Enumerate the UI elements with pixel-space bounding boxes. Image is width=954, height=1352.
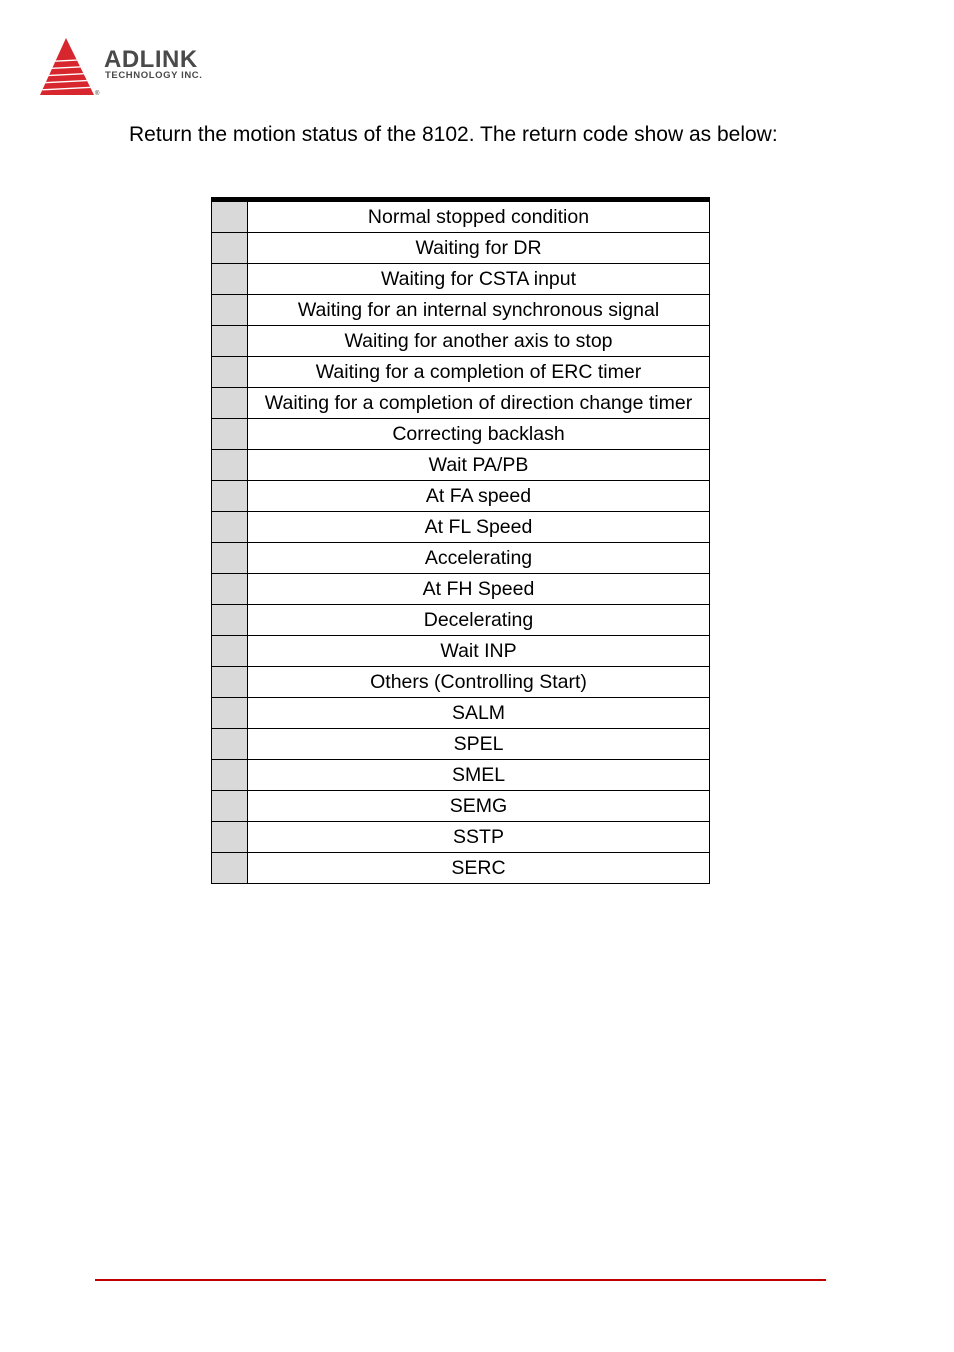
table-row [212,729,710,760]
table-row [212,357,710,388]
table-row [212,233,710,264]
table-row [212,822,710,853]
status-description-cell: Waiting for an internal synchronous signal [248,295,710,326]
footer-rule [95,1279,826,1281]
status-description-cell: SMEL [248,760,710,791]
status-description-cell: Waiting for a completion of direction change timer [248,388,710,419]
table-row [212,667,710,698]
status-code-cell [212,853,248,884]
table-row [212,574,710,605]
status-description-cell: Waiting for a completion of ERC timer [248,357,710,388]
adlink-logo [38,36,238,100]
table-row [212,853,710,884]
status-code-cell [212,636,248,667]
status-code-cell [212,419,248,450]
status-code-cell [212,760,248,791]
status-description-cell: SPEL [248,729,710,760]
status-description-cell: SEMG [248,791,710,822]
status-code-cell [212,543,248,574]
status-description-cell: SALM [248,698,710,729]
status-code-cell [212,481,248,512]
status-description-cell: SSTP [248,822,710,853]
intro-paragraph: Return the motion status of the 8102. The return code show as below: [129,123,778,146]
status-description-cell: Waiting for another axis to stop [248,326,710,357]
status-code-cell [212,450,248,481]
status-code-cell [212,357,248,388]
table-row [212,760,710,791]
table-row [212,450,710,481]
status-code-cell [212,729,248,760]
status-code-cell [212,295,248,326]
table-row [212,698,710,729]
status-description-cell: Accelerating [248,543,710,574]
table-row [212,605,710,636]
registered-mark: ® [95,91,100,97]
status-description-cell: Waiting for CSTA input [248,264,710,295]
brand-name: ADLINK [104,46,198,73]
adlink-triangle-icon [38,36,104,98]
status-description-cell: At FL Speed [248,512,710,543]
status-code-cell [212,264,248,295]
status-code-cell [212,667,248,698]
table-row [212,791,710,822]
status-code-cell [212,822,248,853]
table-row [212,543,710,574]
table-row [212,264,710,295]
table-row [212,512,710,543]
table-row [212,295,710,326]
status-description-cell: Wait INP [248,636,710,667]
table-row [212,419,710,450]
status-code-cell [212,605,248,636]
status-code-cell [212,574,248,605]
motion-status-table [211,197,710,884]
table-row [212,326,710,357]
table-row [212,200,710,233]
status-description-cell: Others (Controlling Start) [248,667,710,698]
status-code-cell [212,512,248,543]
status-description-cell: Waiting for DR [248,233,710,264]
status-description-cell: Normal stopped condition [248,200,710,233]
status-description-cell: SERC [248,853,710,884]
brand-tagline: TECHNOLOGY INC. [105,70,203,81]
status-description-cell: At FA speed [248,481,710,512]
status-description-cell: Correcting backlash [248,419,710,450]
status-code-cell [212,791,248,822]
table-row [212,481,710,512]
status-description-cell: Decelerating [248,605,710,636]
table-row [212,388,710,419]
status-code-cell [212,698,248,729]
status-code-cell [212,388,248,419]
status-code-cell [212,326,248,357]
status-description-cell: At FH Speed [248,574,710,605]
status-code-cell [212,233,248,264]
status-code-cell [212,200,248,233]
table-row [212,636,710,667]
status-description-cell: Wait PA/PB [248,450,710,481]
